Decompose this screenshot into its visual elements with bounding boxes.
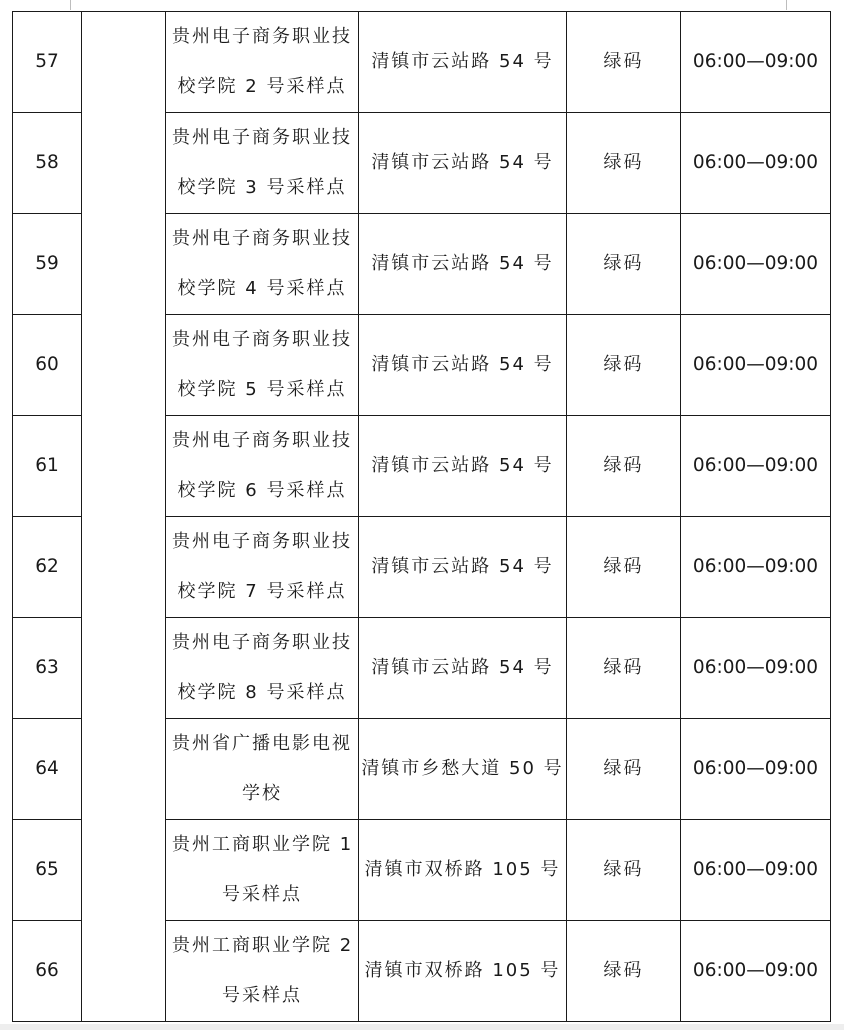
health-code: 绿码 [567,315,681,416]
row-number: 59 [13,214,82,315]
page-edge-left [70,0,71,10]
page-edge-right [786,0,787,10]
site-name-line1: 贵州电子商务职业技 [172,127,352,148]
service-time: 06:00—09:00 [681,921,831,1022]
row-number: 66 [13,921,82,1022]
row-number: 64 [13,719,82,820]
site-name-line1: 贵州电子商务职业技 [172,329,352,350]
site-address: 清镇市云站路 54 号 [359,618,567,719]
health-code: 绿码 [567,214,681,315]
row-number: 58 [13,113,82,214]
site-name-line2: 校学院 2 号采样点 [177,76,347,97]
row-number: 57 [13,12,82,113]
health-code: 绿码 [567,719,681,820]
sampling-sites-table [12,11,831,1022]
health-code: 绿码 [567,113,681,214]
site-name-line2: 号采样点 [222,884,302,905]
site-name-line1: 贵州省广播电影电视 [172,733,352,754]
service-time: 06:00—09:00 [681,719,831,820]
health-code: 绿码 [567,12,681,113]
health-code: 绿码 [567,517,681,618]
site-name-line2: 校学院 4 号采样点 [177,278,347,299]
row-number: 60 [13,315,82,416]
site-address: 清镇市云站路 54 号 [359,517,567,618]
service-time: 06:00—09:00 [681,214,831,315]
site-name [166,719,359,820]
district-cell-merged [82,12,166,1022]
site-name-line2: 学校 [242,783,282,804]
table-row [13,12,831,113]
site-name [166,315,359,416]
site-address: 清镇市云站路 54 号 [359,113,567,214]
site-name [166,416,359,517]
site-name [166,214,359,315]
service-time: 06:00—09:00 [681,315,831,416]
health-code: 绿码 [567,618,681,719]
site-address: 清镇市双桥路 105 号 [359,820,567,921]
service-time: 06:00—09:00 [681,618,831,719]
site-name [166,618,359,719]
service-time: 06:00—09:00 [681,416,831,517]
row-number: 62 [13,517,82,618]
site-address: 清镇市云站路 54 号 [359,12,567,113]
site-name-line1: 贵州电子商务职业技 [172,26,352,47]
site-name-line1: 贵州电子商务职业技 [172,430,352,451]
site-name [166,12,359,113]
site-name-line2: 校学院 3 号采样点 [177,177,347,198]
health-code: 绿码 [567,921,681,1022]
site-name-line2: 校学院 8 号采样点 [177,682,347,703]
site-name-line1: 贵州工商职业学院 1 [172,834,354,855]
service-time: 06:00—09:00 [681,12,831,113]
row-number: 63 [13,618,82,719]
site-address: 清镇市云站路 54 号 [359,416,567,517]
site-name [166,820,359,921]
service-time: 06:00—09:00 [681,113,831,214]
site-name-line2: 号采样点 [222,985,302,1006]
site-address: 清镇市双桥路 105 号 [359,921,567,1022]
site-name [166,517,359,618]
site-address: 清镇市云站路 54 号 [359,315,567,416]
site-name [166,921,359,1022]
service-time: 06:00—09:00 [681,517,831,618]
site-name-line2: 校学院 5 号采样点 [177,379,347,400]
site-name-line1: 贵州电子商务职业技 [172,531,352,552]
site-name-line1: 贵州电子商务职业技 [172,228,352,249]
site-name-line2: 校学院 6 号采样点 [177,480,347,501]
site-address: 清镇市云站路 54 号 [359,214,567,315]
site-address: 清镇市乡愁大道 50 号 [359,719,567,820]
viewer-bottom-band [0,1024,844,1030]
site-name-line2: 校学院 7 号采样点 [177,581,347,602]
row-number: 65 [13,820,82,921]
site-name [166,113,359,214]
health-code: 绿码 [567,820,681,921]
health-code: 绿码 [567,416,681,517]
site-name-line1: 贵州电子商务职业技 [172,632,352,653]
service-time: 06:00—09:00 [681,820,831,921]
row-number: 61 [13,416,82,517]
site-name-line1: 贵州工商职业学院 2 [172,935,354,956]
